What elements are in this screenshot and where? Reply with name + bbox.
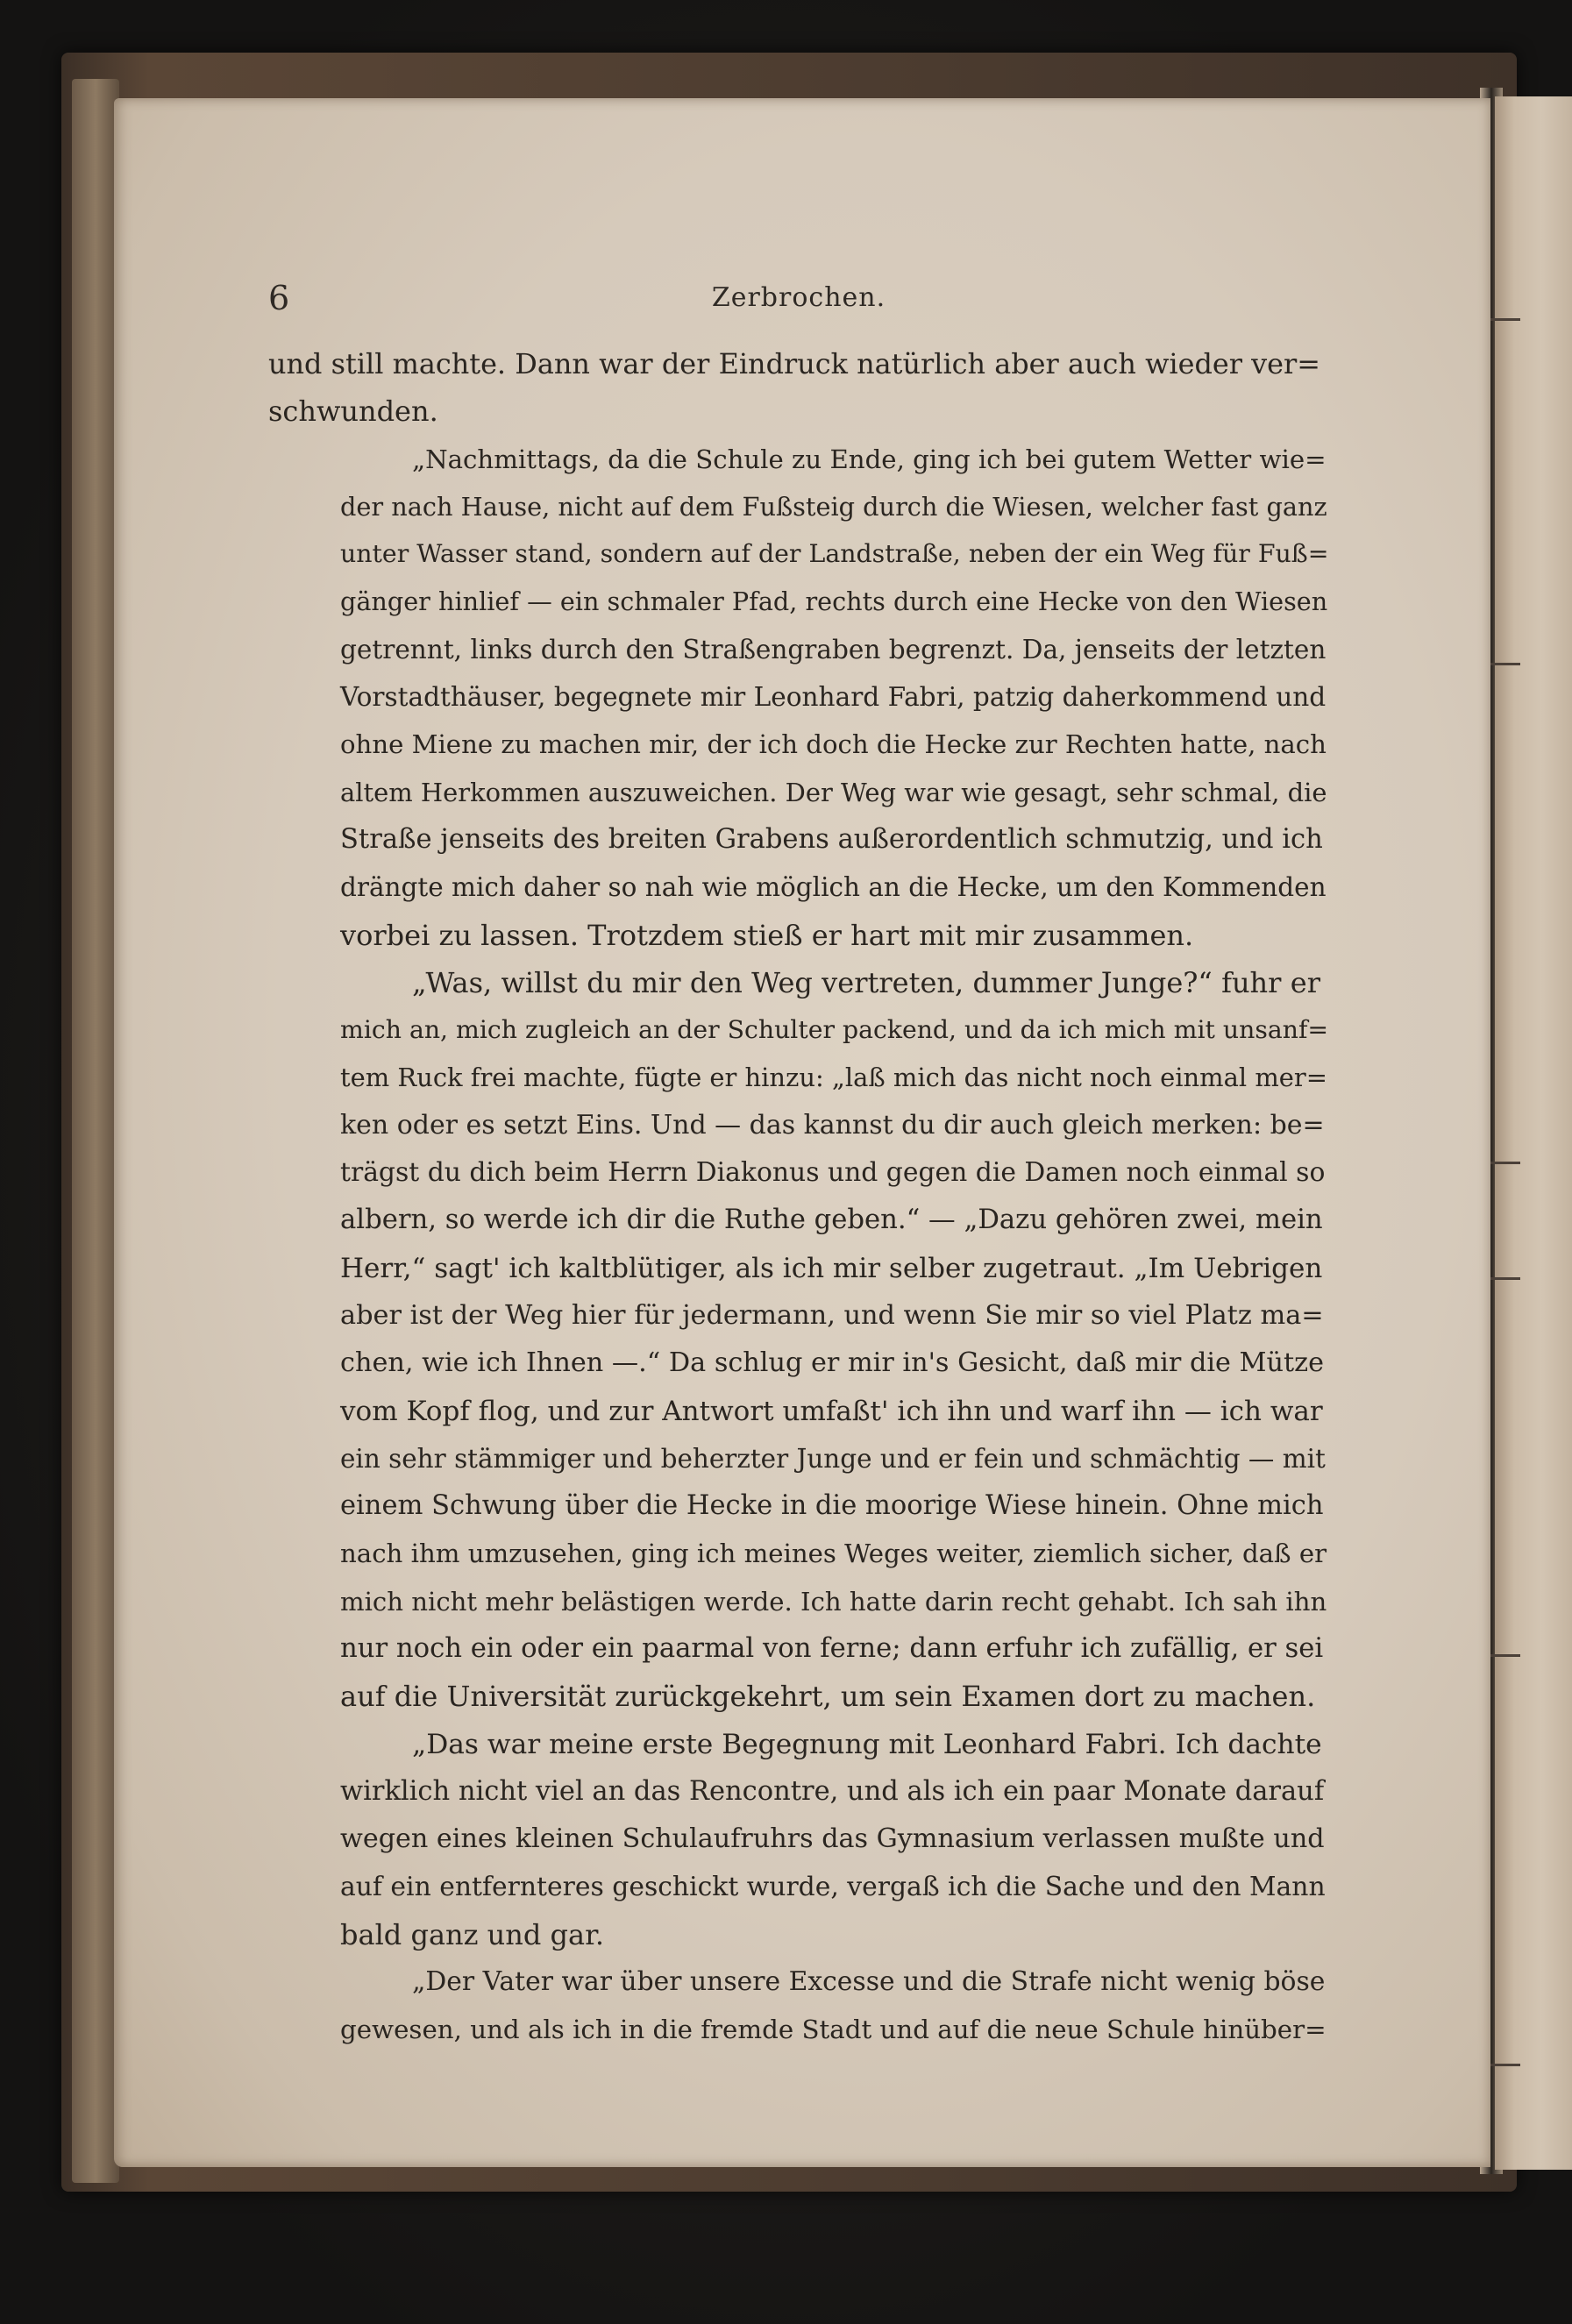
paragraph (268, 340, 1320, 436)
text-line: drängte mich daher so nah wie möglich an die Hecke, um den Kommenden (340, 872, 1327, 903)
page-number: 6 (268, 279, 290, 317)
text-line: „Was, willst du mir den Weg vertreten, dummer Junge?“ fuhr er (412, 965, 1320, 999)
text-line: einem Schwung über die Hecke in die moorige Wiese hinein. Ohne mich (340, 1490, 1324, 1522)
text-line: chen, wie ich Ihnen —.“ Da schlug er mir in's Gesicht, daß mir die Mütze (340, 1347, 1325, 1379)
text-line: ohne Miene zu machen mir, der ich doch die Hecke zur Rechten hatte, nach (340, 729, 1327, 760)
book-edge (72, 79, 119, 2183)
facing-page-edge (1495, 96, 1572, 2170)
text-line: und still machte. Dann war der Eindruck natürlich aber auch wieder ver= (268, 347, 1320, 380)
text-line: ein sehr stämmiger und beherzter Junge und er fein und schmächtig — mit (340, 1443, 1326, 1474)
text-line: nach ihm umzusehen, ging ich meines Weges weiter, ziemlich sicher, daß er (340, 1539, 1327, 1569)
text-line: schwunden. (268, 394, 438, 429)
paragraph (268, 436, 1329, 959)
text-line: „Das war meine erste Begegnung mit Leonhard Fabri. Ich dachte (412, 1728, 1322, 1760)
text-line: Herr,“ sagt' ich kaltblütiger, als ich mir selber zugetraut. „Im Uebrigen (340, 1252, 1323, 1284)
text-line: tem Ruck frei machte, fügte er hinzu: „laß mich das nicht noch einmal mer= (340, 1063, 1327, 1093)
text-line: altem Herkommen auszuweichen. Der Weg war wie gesagt, sehr schmal, die (340, 777, 1327, 807)
edge-mark (1490, 1162, 1520, 1164)
text-line: trägst du dich beim Herrn Diakonus und gegen die Damen noch einmal so (340, 1157, 1326, 1189)
text-line: der nach Hause, nicht auf dem Fußsteig durch die Wiesen, welcher fast ganz (340, 491, 1327, 522)
text-line: ken oder es setzt Eins. Und — das kannst du dir auch gleich merken: be= (340, 1109, 1325, 1141)
paragraph (268, 1721, 1326, 1958)
text-line: nur noch ein oder ein paarmal von ferne; dann erfuhr ich zufällig, er sei (340, 1633, 1324, 1665)
paragraph (268, 959, 1329, 1721)
text-line: albern, so werde ich dir die Ruthe geben.“ — „Dazu gehören zwei, mein (340, 1205, 1323, 1236)
edge-mark (1490, 663, 1520, 665)
text-line: mich nicht mehr belästigen werde. Ich hatte darin recht gehabt. Ich sah ihn (340, 1586, 1327, 1617)
text-line: „Der Vater war über unsere Excesse und die Strafe nicht wenig böse (412, 1966, 1326, 1998)
text-line: bald ganz und gar. (340, 1917, 605, 1951)
running-head: Zerbrochen. (711, 282, 886, 313)
text-line: mich an, mich zugleich an der Schulter packend, und da ich mich mit unsanf= (340, 1015, 1329, 1045)
text-line: vom Kopf flog, und zur Antwort umfaßt' ich ihn und warf ihn — ich war (340, 1395, 1323, 1427)
text-line: Straße jenseits des breiten Grabens außerordentlich schmutzig, und ich (340, 823, 1323, 855)
text-line: „Nachmittags, da die Schule zu Ende, ging ich bei gutem Wetter wie= (412, 444, 1327, 474)
text-line: wirklich nicht viel an das Rencontre, und als ich ein paar Monate darauf (340, 1775, 1325, 1807)
edge-mark (1490, 318, 1520, 321)
text-line: unter Wasser stand, sondern auf der Landstraße, neben der ein Weg für Fuß= (340, 539, 1329, 569)
edge-mark (1490, 1277, 1520, 1280)
edge-mark (1490, 1654, 1520, 1657)
paragraph (268, 1958, 1327, 2054)
text-line: wegen eines kleinen Schulaufruhrs das Gymnasium verlassen mußte und (340, 1823, 1325, 1855)
text-line: auf ein entfernteres geschickt wurde, vergaß ich die Sache und den Mann (340, 1871, 1326, 1902)
text-line: Vorstadthäuser, begegnete mir Leonhard Fabri, patzig daherkommend und (340, 682, 1327, 713)
edge-mark (1490, 2064, 1520, 2066)
text-line: gewesen, und als ich in die fremde Stadt und auf die neue Schule hinüber= (340, 2015, 1327, 2045)
text-line: aber ist der Weg hier für jedermann, und wenn Sie mir so viel Platz ma= (340, 1299, 1324, 1331)
text-line: gänger hinlief — ein schmaler Pfad, rechts durch eine Hecke von den Wiesen (340, 586, 1328, 617)
text-line: vorbei zu lassen. Trotzdem stieß er hart mit mir zusammen. (340, 918, 1194, 952)
body-text (268, 340, 1329, 2054)
text-line: auf die Universität zurückgekehrt, um sein Examen dort zu machen. (340, 1680, 1316, 1714)
text-line: getrennt, links durch den Straßengraben begrenzt. Da, jenseits der letzten (340, 634, 1327, 665)
page-header (268, 279, 1329, 323)
